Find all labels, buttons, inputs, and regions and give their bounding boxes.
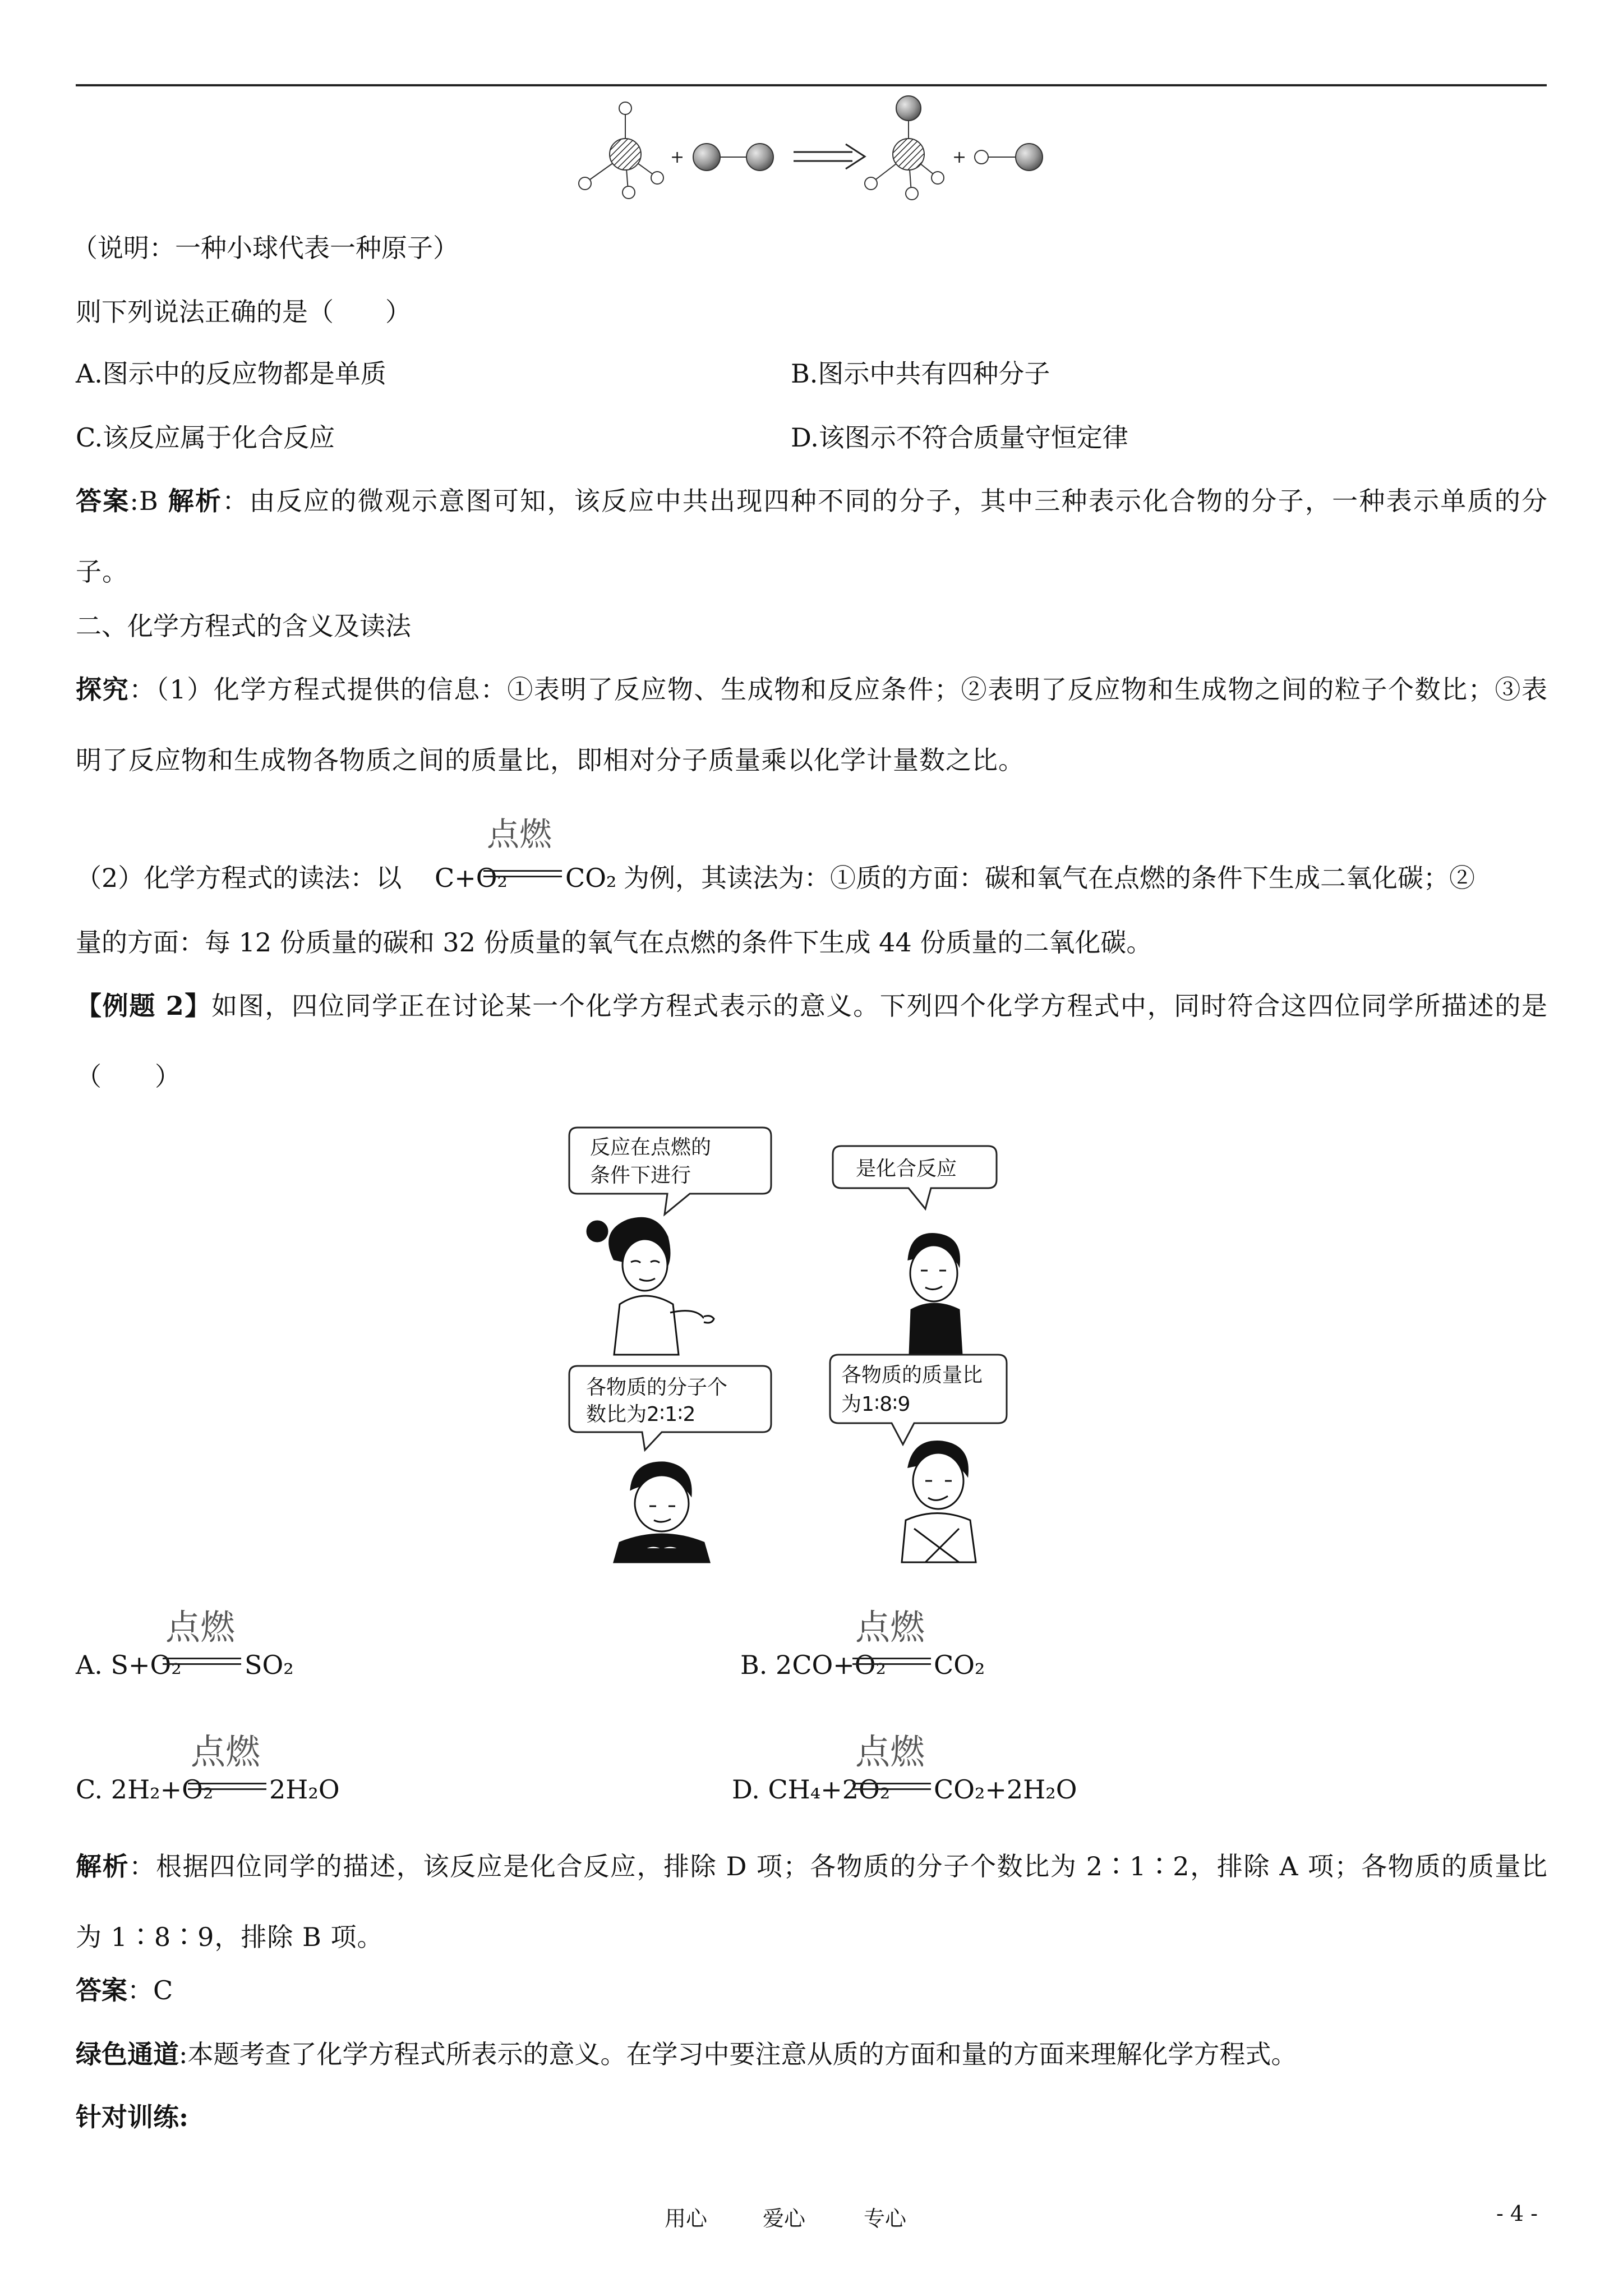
option-d: D.该图示不符合质量守恒定律 <box>791 422 1128 453</box>
student-boy-3 <box>902 1442 976 1562</box>
footer-motto-2: 爱心 <box>763 2206 806 2231</box>
choice-a-left: A. S+O₂ <box>76 1650 182 1680</box>
analysis-label: 解析 <box>168 486 223 516</box>
header-rule <box>76 84 1547 86</box>
choice-d-right: CO₂+2H₂O <box>934 1774 1077 1805</box>
choice-a-right: SO₂ <box>245 1650 294 1680</box>
reactant-molecule-1 <box>579 102 663 199</box>
solution-analysis-paragraph <box>76 1831 1548 1972</box>
footer-motto-1: 用心 <box>665 2206 708 2231</box>
solution-analysis-text: ：根据四位同学的描述，该反应是化合反应，排除 D 项；各物质的分子个数比为 2∶1∶2，排除 A 项；各物质的质量比为 1∶8∶9，排除 B 项。 <box>76 1851 1548 1952</box>
analysis-text: ：由反应的微观示意图可知，该反应中共出现四种不同的分子，其中三种表示化合物的分子，一种表示单质的分子。 <box>76 486 1548 587</box>
option-b: B.图示中共有四种分子 <box>791 358 1050 389</box>
reading-eq-left: C+O₂ <box>435 863 508 893</box>
choice-c-sign <box>188 1783 266 1790</box>
answer-value: :B <box>130 486 159 516</box>
example2-paragraph <box>76 970 1548 1112</box>
choice-c-condition: 点燃 <box>191 1731 261 1772</box>
bubble4-line2: 为1∶8∶9 <box>841 1393 911 1416</box>
green-channel-label: 绿色通道 <box>76 2039 179 2069</box>
diagram-note: （说明：一种小球代表一种原子） <box>72 233 459 263</box>
bubble1-line1: 反应在点燃的 <box>590 1136 712 1159</box>
reading-line2: 量的方面：每 12 份质量的碳和 32 份质量的氧气在点燃的条件下生成 44 份质量的二氧化碳。 <box>76 927 1152 958</box>
choice-d-left: D. CH₄+2O₂ <box>732 1774 891 1805</box>
reactant-molecule-2 <box>693 144 773 171</box>
explore-paragraph <box>76 654 1548 795</box>
practice-heading: 针对训练: <box>76 2102 188 2132</box>
student-boy-2 <box>614 1462 709 1562</box>
bubble3-line1: 各物质的分子个 <box>586 1376 728 1399</box>
question-stem: 则下列说法正确的是（ ） <box>76 297 411 327</box>
bubble4-line1: 各物质的质量比 <box>841 1364 983 1387</box>
choice-c-left: C. 2H₂+O₂ <box>76 1774 214 1805</box>
reading-eq-right: CO₂ <box>565 863 617 893</box>
student-girl <box>587 1218 714 1355</box>
yields-arrow <box>794 144 865 169</box>
footer-motto-3: 专心 <box>864 2206 907 2231</box>
choice-c-right: 2H₂O <box>269 1774 340 1805</box>
choice-d-condition: 点燃 <box>855 1731 925 1772</box>
student-boy-1 <box>909 1234 962 1355</box>
choice-b-condition: 点燃 <box>855 1607 925 1648</box>
solution-answer-value: ：C <box>127 1975 173 2005</box>
reading-eq-condition: 点燃 <box>487 815 552 853</box>
choice-d-sign <box>852 1783 931 1790</box>
choice-b-sign <box>852 1658 931 1665</box>
product-molecule-1 <box>865 96 944 200</box>
explore-label: 探究 <box>76 674 130 705</box>
page-number: - 4 - <box>1496 2201 1538 2226</box>
reading-suffix: 为例，其读法为：①质的方面：碳和氧气在点燃的条件下生成二氧化碳；② <box>624 863 1475 893</box>
svg-text:+: + <box>670 148 685 167</box>
choice-b-right: CO₂ <box>934 1650 985 1680</box>
students-discussion-illustration <box>566 1119 1049 1568</box>
solution-answer-label: 答案 <box>76 1975 127 2005</box>
bubble2-text: 是化合反应 <box>856 1157 957 1180</box>
solution-answer <box>76 1973 173 2007</box>
green-channel-text: :本题考查了化学方程式所表示的意义。在学习中要注意从质的方面和量的方面来理解化学方程式。 <box>179 2039 1297 2069</box>
example2-label: 【例题 2】 <box>76 991 212 1021</box>
option-a: A.图示中的反应物都是单质 <box>76 358 386 389</box>
solution-analysis-label: 解析 <box>76 1851 130 1881</box>
svg-text:+: + <box>952 148 967 167</box>
reaction-molecule-diagram <box>572 93 1066 205</box>
choice-a-condition: 点燃 <box>165 1607 236 1648</box>
example2-text: 如图，四位同学正在讨论某一个化学方程式表示的意义。下列四个化学方程式中，同时符合这四位同学所描述的是（ ） <box>76 991 1548 1092</box>
section-heading: 二、化学方程式的含义及读法 <box>76 611 411 641</box>
choice-a-sign <box>163 1658 241 1665</box>
bubble3-line2: 数比为2∶1∶2 <box>586 1403 696 1426</box>
answer-label: 答案 <box>76 486 130 516</box>
answer-analysis-paragraph <box>76 466 1548 607</box>
bubble1-line2: 条件下进行 <box>590 1164 691 1187</box>
reading-prefix: （2）化学方程式的读法：以 <box>76 863 402 893</box>
green-channel <box>76 2037 1297 2071</box>
choice-b-left: B. 2CO+O₂ <box>740 1650 886 1680</box>
option-c: C.该反应属于化合反应 <box>76 422 335 453</box>
reading-eq-sign <box>483 870 562 877</box>
product-molecule-2 <box>975 144 1043 171</box>
explore-text: ：（1）化学方程式提供的信息：①表明了反应物、生成物和反应条件；②表明了反应物和生成物之间的粒子个数比；③表明了反应物和生成物各物质之间的质量比，即相对分子质量乘以化学计量数之比。 <box>76 674 1548 775</box>
